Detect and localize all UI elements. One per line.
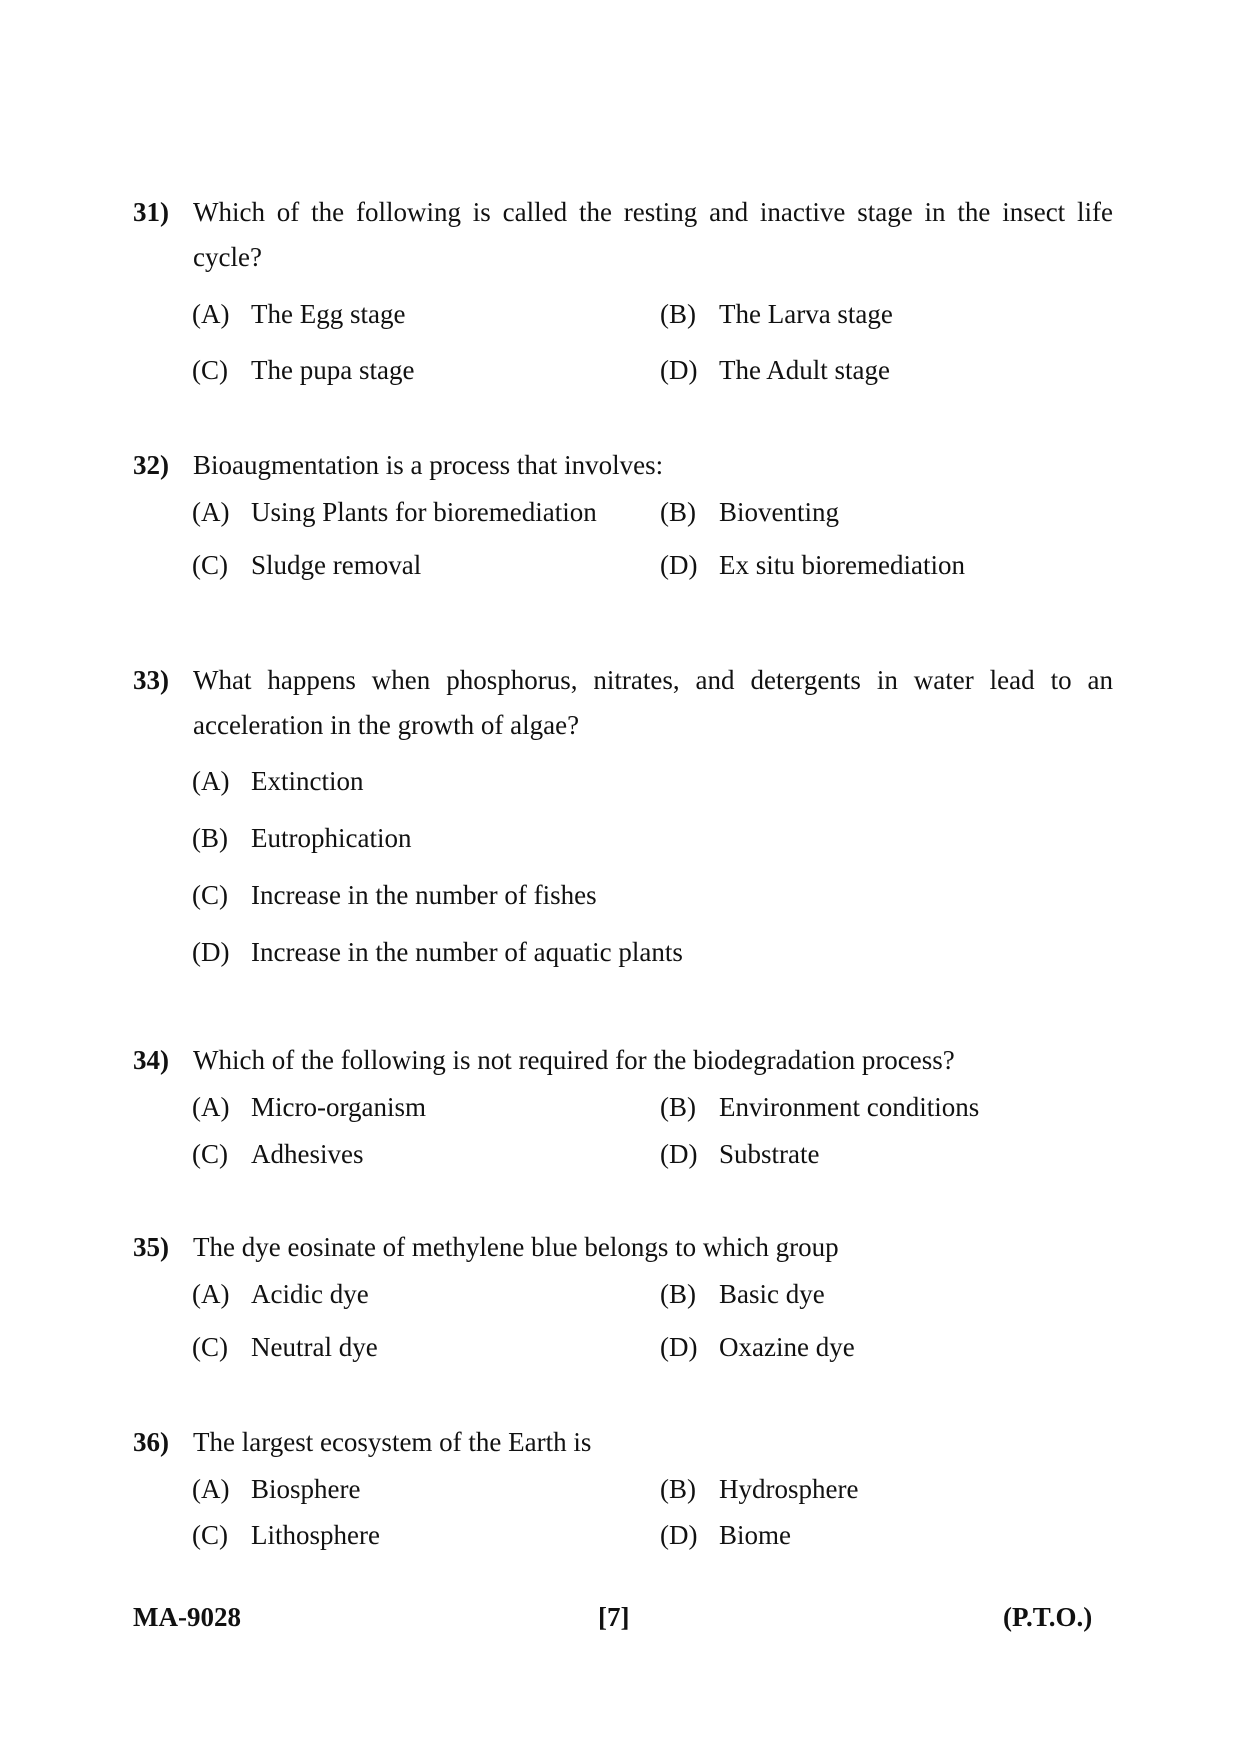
option-label: (A): [192, 299, 230, 329]
option-text: Neutral dye: [251, 1332, 378, 1362]
option-label: (A): [192, 1092, 230, 1122]
option-c: [192, 353, 414, 387]
option-label: (D): [660, 355, 698, 385]
option-d: [660, 1137, 820, 1171]
option-text: Substrate: [719, 1139, 820, 1169]
option-label: (C): [192, 1332, 228, 1362]
option-label: (D): [192, 937, 230, 967]
option-text: Biome: [719, 1520, 791, 1550]
option-text: Oxazine dye: [719, 1332, 855, 1362]
option-d: [660, 1330, 855, 1364]
option-text: Biosphere: [251, 1474, 361, 1504]
option-text: Increase in the number of fishes: [251, 880, 597, 910]
option-text: Basic dye: [719, 1279, 825, 1309]
question-number: 31): [133, 197, 169, 227]
option-b: [192, 821, 411, 855]
option-a: [192, 495, 597, 529]
question-number: 33): [133, 665, 169, 695]
option-label: (C): [192, 1139, 228, 1169]
option-c: [192, 878, 597, 912]
option-text: The Adult stage: [719, 355, 890, 385]
option-d: [660, 548, 965, 582]
question-number: 32): [133, 450, 169, 480]
option-b: [660, 1472, 858, 1506]
option-label: (B): [660, 1092, 696, 1122]
question-36: [133, 1420, 1113, 1465]
option-label: (A): [192, 766, 230, 796]
option-b: [660, 495, 839, 529]
option-text: Adhesives: [251, 1139, 364, 1169]
option-b: [660, 297, 893, 331]
question-number: 35): [133, 1232, 169, 1262]
question-text: The largest ecosystem of the Earth is: [193, 1427, 592, 1457]
option-a: [192, 297, 405, 331]
option-d: [660, 353, 890, 387]
option-a: [192, 1090, 426, 1124]
option-c: [192, 1518, 380, 1552]
option-text: Environment conditions: [719, 1092, 980, 1122]
option-text: Hydrosphere: [719, 1474, 859, 1504]
option-text: The Larva stage: [719, 299, 893, 329]
option-text: Eutrophication: [251, 823, 412, 853]
option-text: Using Plants for bioremediation: [251, 497, 597, 527]
option-c: [192, 1137, 363, 1171]
option-text: The Egg stage: [251, 299, 406, 329]
paper-code: MA-9028: [133, 1602, 241, 1632]
question-34: [133, 1038, 1113, 1083]
option-label: (A): [192, 497, 230, 527]
question-text: Which of the following is called the resting and inactive stage in the insect life cycle?: [193, 197, 1113, 272]
option-text: The pupa stage: [251, 355, 415, 385]
option-label: (B): [660, 1279, 696, 1309]
option-text: Acidic dye: [251, 1279, 369, 1309]
option-label: (C): [192, 550, 228, 580]
question-35: [133, 1225, 1113, 1270]
option-label: (A): [192, 1279, 230, 1309]
option-label: (B): [660, 299, 696, 329]
option-a: [192, 1277, 369, 1311]
option-label: (A): [192, 1474, 230, 1504]
question-text: The dye eosinate of methylene blue belongs to which group: [193, 1232, 839, 1262]
option-text: Sludge removal: [251, 550, 422, 580]
option-text: Lithosphere: [251, 1520, 380, 1550]
option-b: [660, 1090, 979, 1124]
option-label: (C): [192, 1520, 228, 1550]
option-c: [192, 1330, 378, 1364]
option-text: Bioventing: [719, 497, 839, 527]
option-b: [660, 1277, 825, 1311]
question-31: [133, 190, 1113, 280]
option-label: (B): [660, 497, 696, 527]
option-label: (D): [660, 550, 698, 580]
question-text: What happens when phosphorus, nitrates, and detergents in water lead to an acceleration in the growth of algae?: [193, 665, 1113, 740]
question-text: Which of the following is not required for the biodegradation process?: [193, 1045, 955, 1075]
option-a: [192, 764, 363, 798]
option-label: (B): [660, 1474, 696, 1504]
question-text: Bioaugmentation is a process that involves:: [193, 450, 664, 480]
option-label: (D): [660, 1332, 698, 1362]
option-label: (D): [660, 1139, 698, 1169]
option-label: (D): [660, 1520, 698, 1550]
question-number: 34): [133, 1045, 169, 1075]
option-text: Ex situ bioremediation: [719, 550, 965, 580]
option-d: [192, 935, 683, 969]
question-number: 36): [133, 1427, 169, 1457]
option-label: (C): [192, 880, 228, 910]
question-33: [133, 658, 1113, 748]
option-d: [660, 1518, 791, 1552]
option-text: Extinction: [251, 766, 364, 796]
page-number: [7]: [598, 1602, 630, 1632]
option-text: Micro-organism: [251, 1092, 426, 1122]
option-label: (B): [192, 823, 228, 853]
question-32: [133, 443, 1113, 488]
option-c: [192, 548, 421, 582]
please-turn-over: (P.T.O.): [1003, 1602, 1093, 1632]
option-a: [192, 1472, 360, 1506]
option-text: Increase in the number of aquatic plants: [251, 937, 683, 967]
option-label: (C): [192, 355, 228, 385]
